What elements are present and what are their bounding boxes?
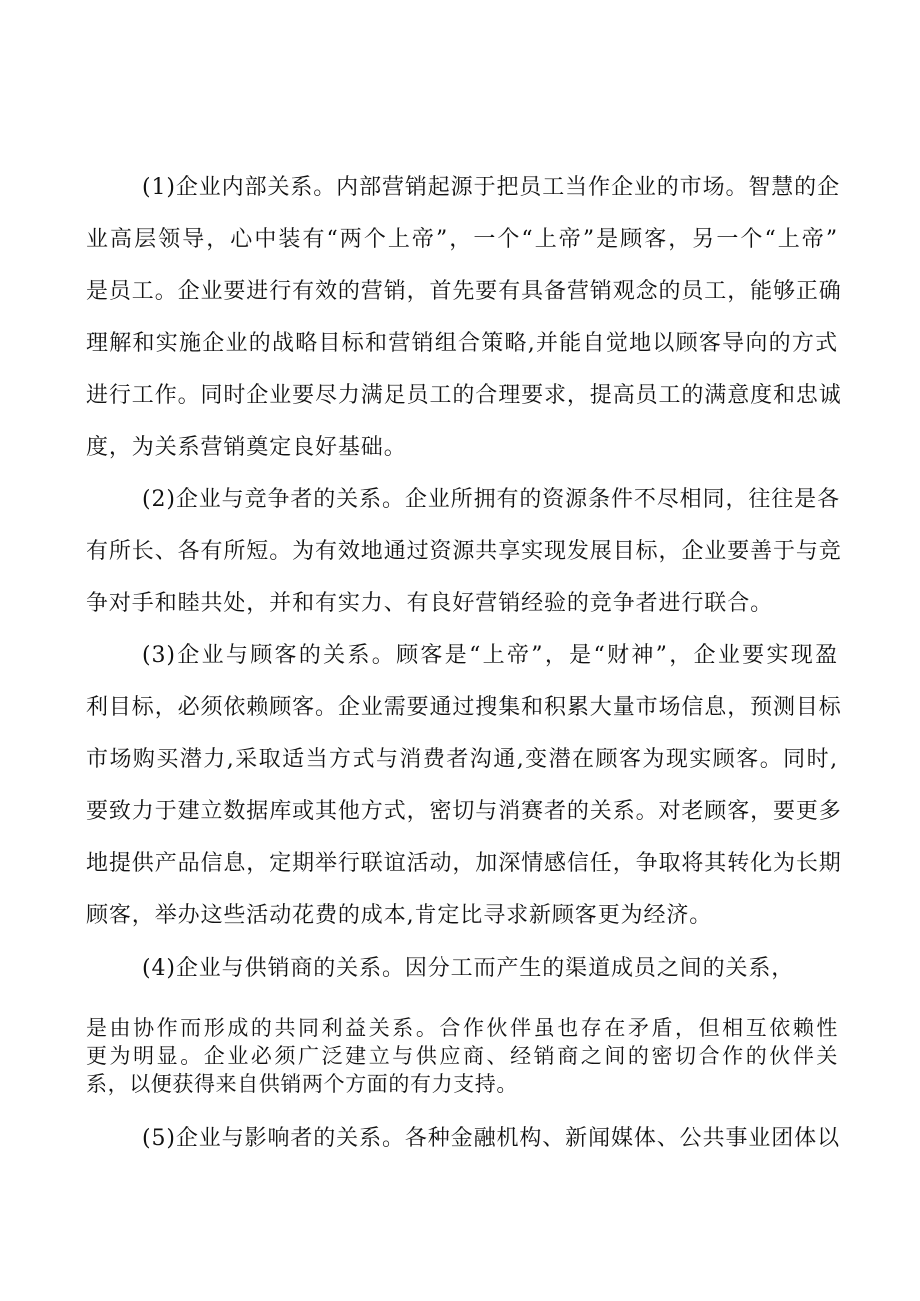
paragraph-1-line-6: 度，为关系营销奠定良好基础。 (86, 435, 407, 460)
paragraph-4b-line-1: 是由协作而形成的共同利益关系。合作伙伴虽也存在矛盾，但相互依赖性 (86, 1016, 838, 1040)
paragraph-2-line-3: 争对手和睦共处，并和有实力、有良好营销经验的竞争者进行联合。 (86, 591, 774, 616)
paragraph-1-line-1: (1)企业内部关系。内部营销起源于把员工当作企业的市场。智慧的企 (142, 175, 840, 200)
paragraph-2-line-2: 有所长、各有所短。为有效地通过资源共享实现发展目标，企业要善于与竞 (86, 539, 842, 564)
paragraph-1-line-4: 理解和实施企业的战略目标和营销组合策略,并能自觉地以顾客导向的方式 (86, 331, 838, 356)
paragraph-1-line-2: 业高层领导，心中装有“两个上帝”，一个“上帝”是顾客，另一个“上帝” (86, 227, 838, 252)
paragraph-4-line-1: (4)企业与供销商的关系。因分工而产生的渠道成员之间的关系， (142, 956, 795, 981)
paragraph-1-line-5: 进行工作。同时企业要尽力满足员工的合理要求，提高员工的满意度和忠诚 (86, 383, 842, 408)
paragraph-3-line-5: 地提供产品信息，定期举行联谊活动，加深情感信任，争取将其转化为长期 (86, 851, 842, 876)
paragraph-3-line-6: 顾客，举办这些活动花费的成本,肯定比寻求新顾客更为经济。 (86, 903, 713, 928)
paragraph-5-line-1: (5)企业与影响者的关系。各种金融机构、新闻媒体、公共事业团体以 (142, 1126, 840, 1151)
paragraph-1-line-3: 是员工。企业要进行有效的营销，首先要有具备营销观念的员工，能够正确 (86, 279, 842, 304)
paragraph-3-line-1: (3)企业与顾客的关系。顾客是“上帝”，是“财神”，企业要实现盈 (142, 643, 838, 668)
paragraph-2-line-1: (2)企业与竞争者的关系。企业所拥有的资源条件不尽相同，往往是各 (142, 487, 840, 512)
paragraph-4b-line-2: 更为明显。企业必须广泛建立与供应商、经销商之间的密切合作的伙伴关 (86, 1044, 838, 1068)
paragraph-3-line-3: 市场购买潜力,采取适当方式与消费者沟通,变潜在顾客为现实顾客。同时, (86, 747, 838, 772)
paragraph-3-line-2: 利目标，必须依赖顾客。企业需要通过搜集和积累大量市场信息，预测目标 (86, 695, 842, 720)
paragraph-4b-line-3: 系，以便获得来自供销两个方面的有力支持。 (86, 1072, 518, 1096)
paragraph-3-line-4: 要致力于建立数据库或其他方式，密切与消赛者的关系。对老顾客，要更多 (86, 799, 842, 824)
